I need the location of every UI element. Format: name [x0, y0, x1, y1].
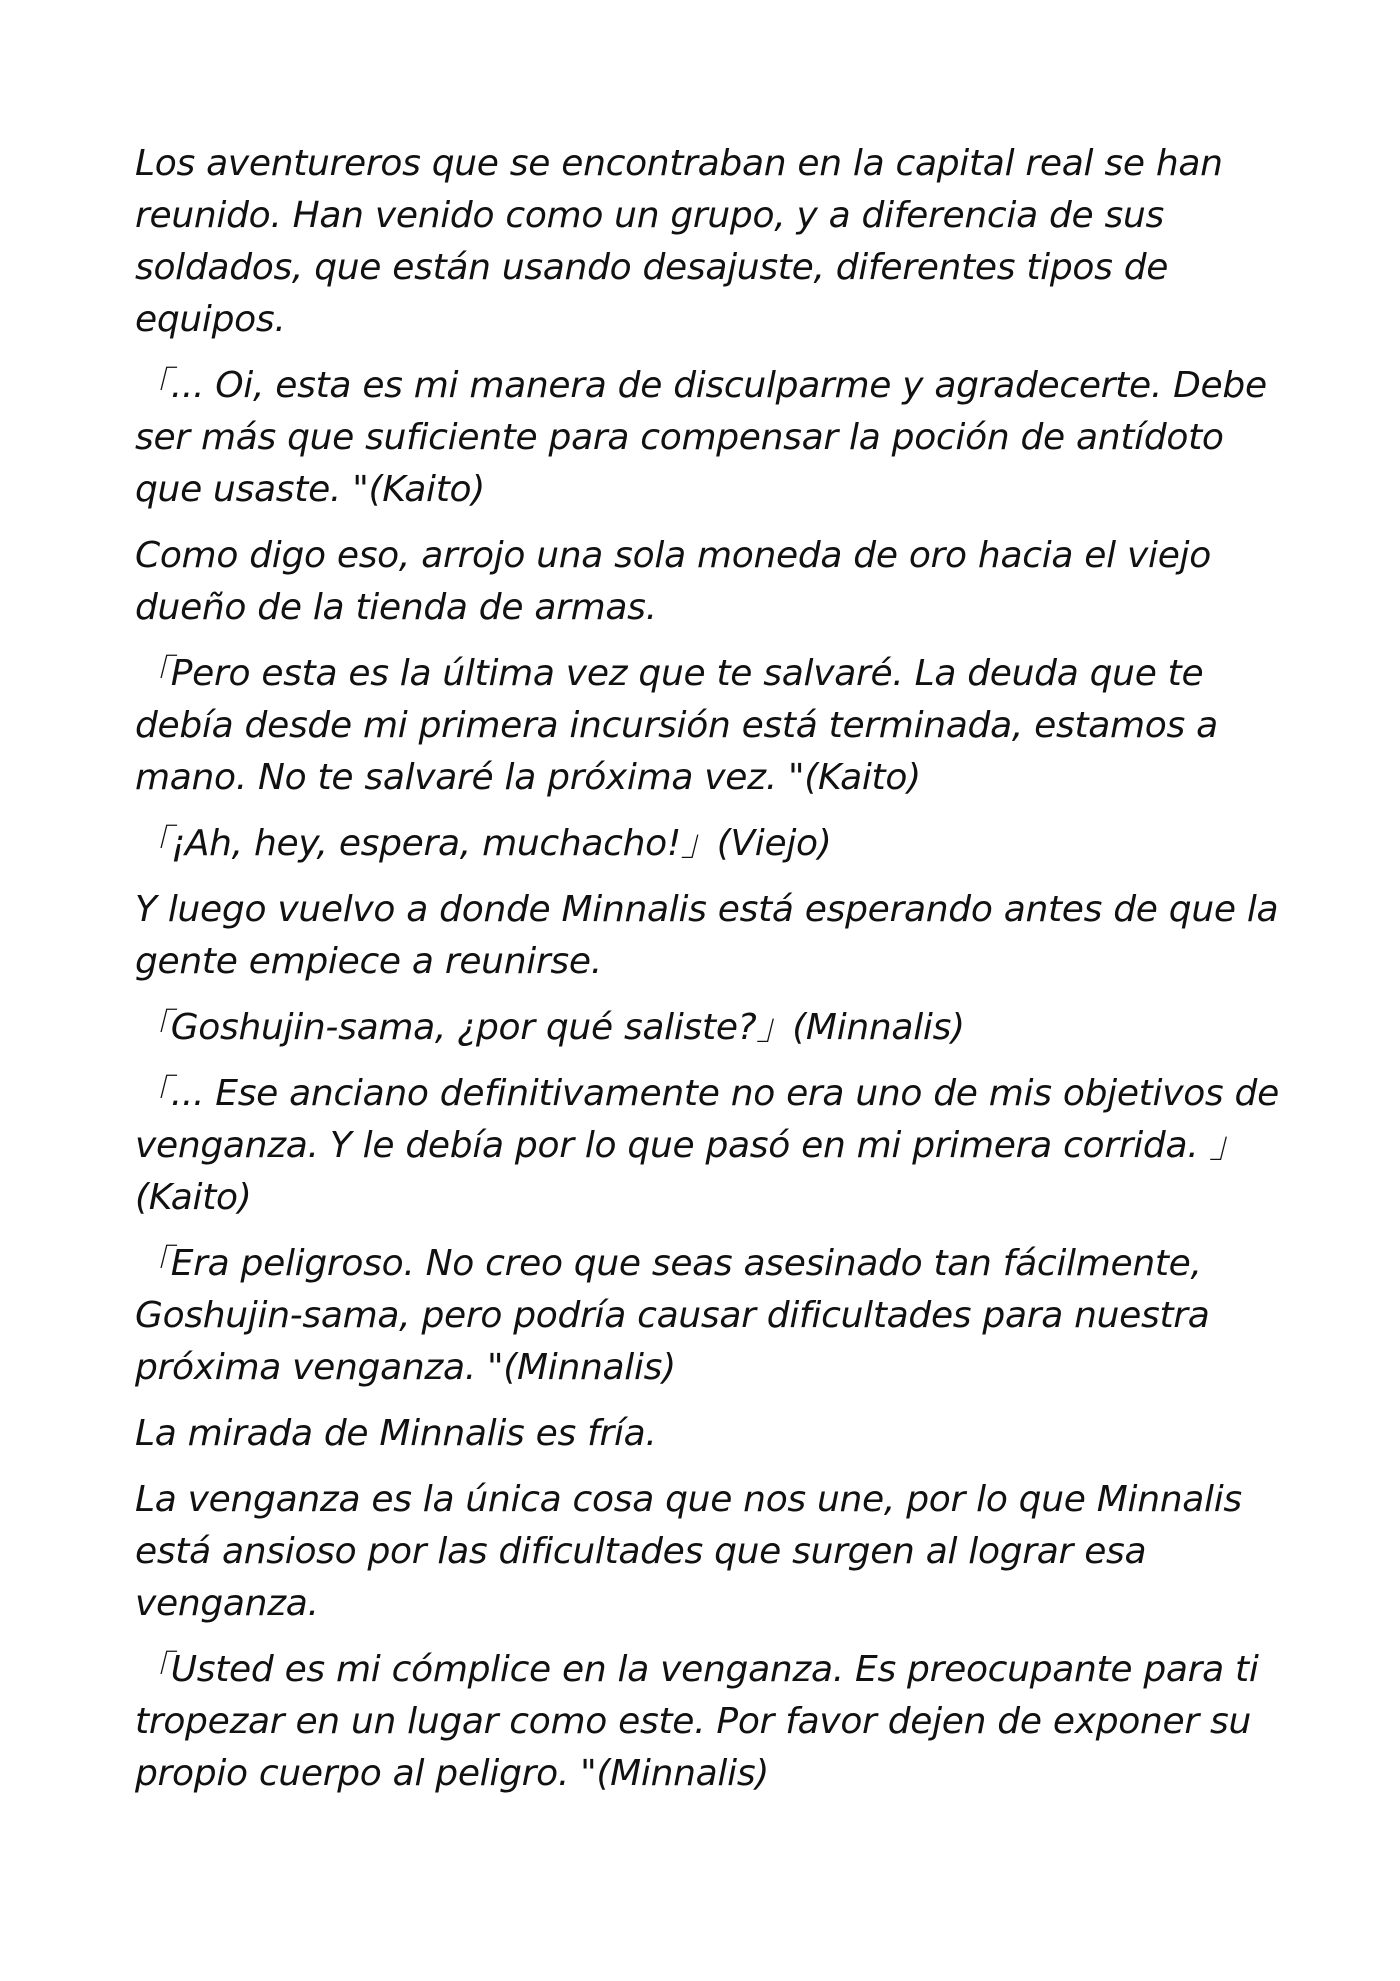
paragraph-1: Los aventureros que se encontraban en la capital real se han reunido. Han venido como un grupo, y a diferencia de sus soldados, que están usando desajuste, diferentes tipos de equipos. [135, 143, 1223, 340]
paragraph-6: Y luego vuelvo a donde Minnalis está esperando antes de que la gente empiece a reunirse. [135, 889, 1279, 982]
paragraph-9: 「Era peligroso. No creo que seas asesinado tan fácilmente, Goshujin-sama, pero podría causar dificultades para nuestra próxima venganza. "(Minnalis) [135, 1243, 1210, 1388]
paragraph-7: 「Goshujin-sama, ¿por qué saliste?」(Minnalis) [135, 1007, 965, 1048]
paragraph-3: Como digo eso, arrojo una sola moneda de oro hacia el viejo dueño de la tienda de armas. [135, 535, 1211, 628]
paragraph-11: La venganza es la única cosa que nos une, por lo que Minnalis está ansioso por las dificultades que surgen al lograr esa venganza. [135, 1479, 1242, 1624]
paragraph-2: 「... Oi, esta es mi manera de disculparme y agradecerte. Debe ser más que suficiente para compensar la poción de antídoto que usaste. "(Kaito) [135, 365, 1267, 510]
paragraph-12: 「Usted es mi cómplice en la venganza. Es preocupante para ti tropezar en un lugar como este. Por favor dejen de exponer su propio cuerpo al peligro. "(Minnalis) [135, 1649, 1259, 1794]
paragraph-5: 「¡Ah, hey, espera, muchacho!」(Viejo) [135, 823, 832, 864]
text-body [135, 138, 1285, 1814]
paragraph-8: 「... Ese anciano definitivamente no era uno de mis objetivos de venganza. Y le debía por lo que pasó en mi primera corrida. 」(Kaito) [135, 1073, 1279, 1218]
paragraph-4: 「Pero esta es la última vez que te salvaré. La deuda que te debía desde mi primera incursión está terminada, estamos a mano. No te salvaré la próxima vez. "(Kaito) [135, 653, 1218, 798]
paragraph-10: La mirada de Minnalis es fría. [135, 1413, 657, 1454]
